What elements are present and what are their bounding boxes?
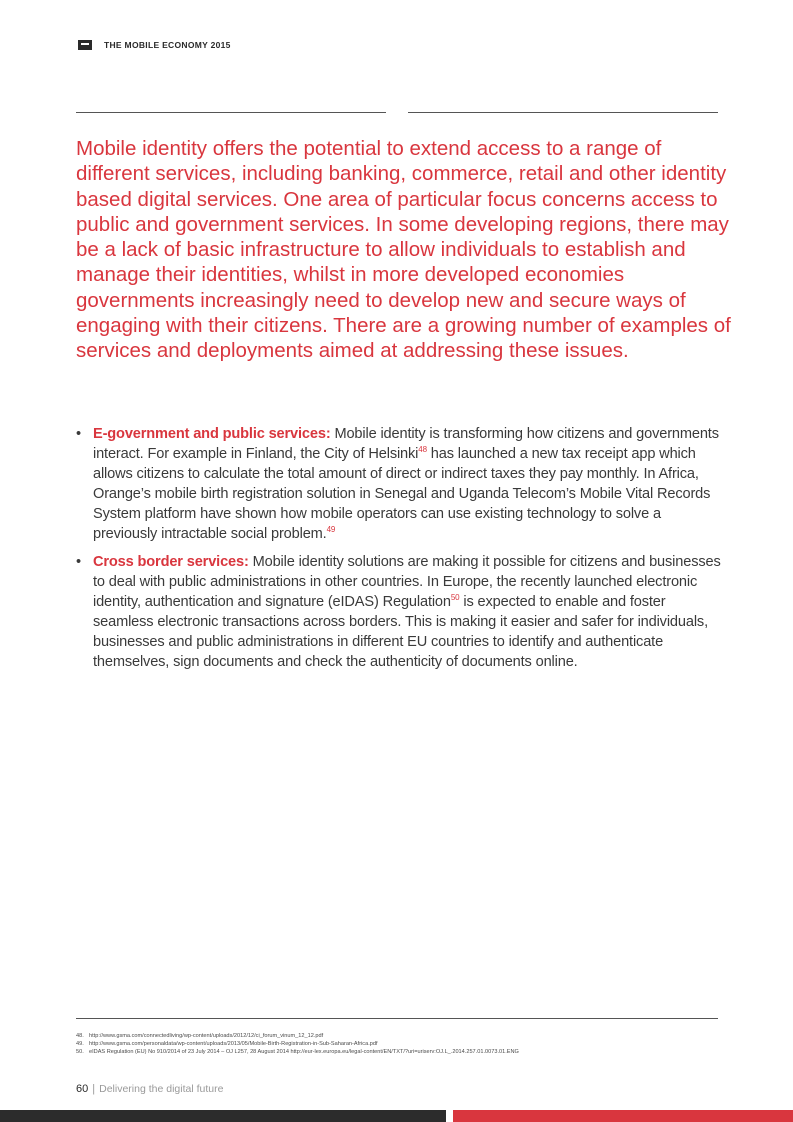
item-text: Mobile identity is transforming how citizens and governments interact. For example in Finland, the City of Helsinki bbox=[93, 426, 719, 462]
footnote-divider bbox=[76, 1018, 718, 1019]
footer-bar-dark bbox=[0, 1110, 446, 1122]
footnote bbox=[76, 1048, 756, 1056]
intro-pullquote: Mobile identity offers the potential to extend access to a range of different services, including banking, commerce, retail and other identity based digital services. One area of particular focus concerns access to public and government services. In some developing regions, there may be a lack of basic infrastructure to allow individuals to establish and manage their identities, whilst in more developed economies governments increasingly need to develop new and secure ways of engaging with their citizens. There are a growing number of examples of services and deployments aimed at addressing these issues. bbox=[76, 137, 731, 363]
footnote-ref[interactable]: 48 bbox=[418, 445, 427, 455]
bullet-list bbox=[76, 424, 721, 680]
footnote bbox=[76, 1032, 756, 1040]
header-title: THE MOBILE ECONOMY 2015 bbox=[104, 40, 231, 50]
footnote-ref[interactable]: 50 bbox=[450, 593, 460, 603]
report-logo-icon bbox=[78, 40, 92, 50]
list-item bbox=[76, 552, 721, 672]
divider-right bbox=[408, 112, 718, 113]
list-item bbox=[76, 424, 721, 544]
item-text: is expected to enable and foster seamless electronic transactions across borders. This is making it easier and safer for individuals, businesses and public administrations in different EU countries to identify and authenticate themselves, sign documents and check the authenticity of documents online. bbox=[93, 594, 708, 670]
footer-bar-red bbox=[453, 1110, 793, 1122]
footnote-link[interactable]: http://www.gsma.com/connectedliving/wp-content/uploads/2012/12/ci_forum_vinum_12_12.pdf bbox=[89, 1033, 324, 1039]
footnote-number: 50. bbox=[76, 1049, 84, 1055]
footnotes bbox=[76, 1032, 756, 1056]
footnote-link[interactable]: eIDAS Regulation (EU) No 910/2014 of 23 July 2014 – OJ L257, 28 August 2014 http://eur-lex.europa.eu/legal-content/EN/TXT/?uri=uriserv:OJ.L_.2014.257.01.0073.01.ENG bbox=[89, 1049, 519, 1055]
footnote bbox=[76, 1040, 756, 1048]
footer-separator: | bbox=[92, 1083, 96, 1095]
footnote-ref[interactable]: 49 bbox=[326, 525, 336, 535]
page-header bbox=[78, 37, 231, 53]
page-number: 60 bbox=[76, 1083, 89, 1095]
item-text: has launched a new tax receipt app which allows citizens to calculate the total amount of direct or indirect taxes they pay monthly. In Africa, Orange’s mobile birth registration solution in Senegal and Uganda Telecom’s Mobile Vital Records System platform have shown how mobile operators can use existing technology to solve a previously intractable social problem. bbox=[93, 446, 711, 542]
footnote-number: 48. bbox=[76, 1033, 84, 1039]
item-heading: Cross border services: bbox=[93, 554, 249, 570]
footnote-number: 49. bbox=[76, 1041, 84, 1047]
page-footer bbox=[76, 1083, 223, 1095]
bullet-icon: • bbox=[76, 426, 81, 442]
item-text: Mobile identity solutions are making it possible for citizens and businesses to deal with public administrations in other countries. In Europe, the recently launched electronic identity, authentication and signature (eIDAS) Regulation bbox=[93, 554, 721, 610]
item-heading: E-government and public services: bbox=[93, 426, 331, 442]
section-title: Delivering the digital future bbox=[99, 1083, 224, 1095]
footnote-link[interactable]: http://www.gsma.com/personaldata/wp-content/uploads/2013/05/Mobile-Birth-Registration-in-Sub-Saharan-Africa.pdf bbox=[89, 1041, 378, 1047]
divider-left bbox=[76, 112, 386, 113]
bullet-icon: • bbox=[76, 554, 81, 570]
